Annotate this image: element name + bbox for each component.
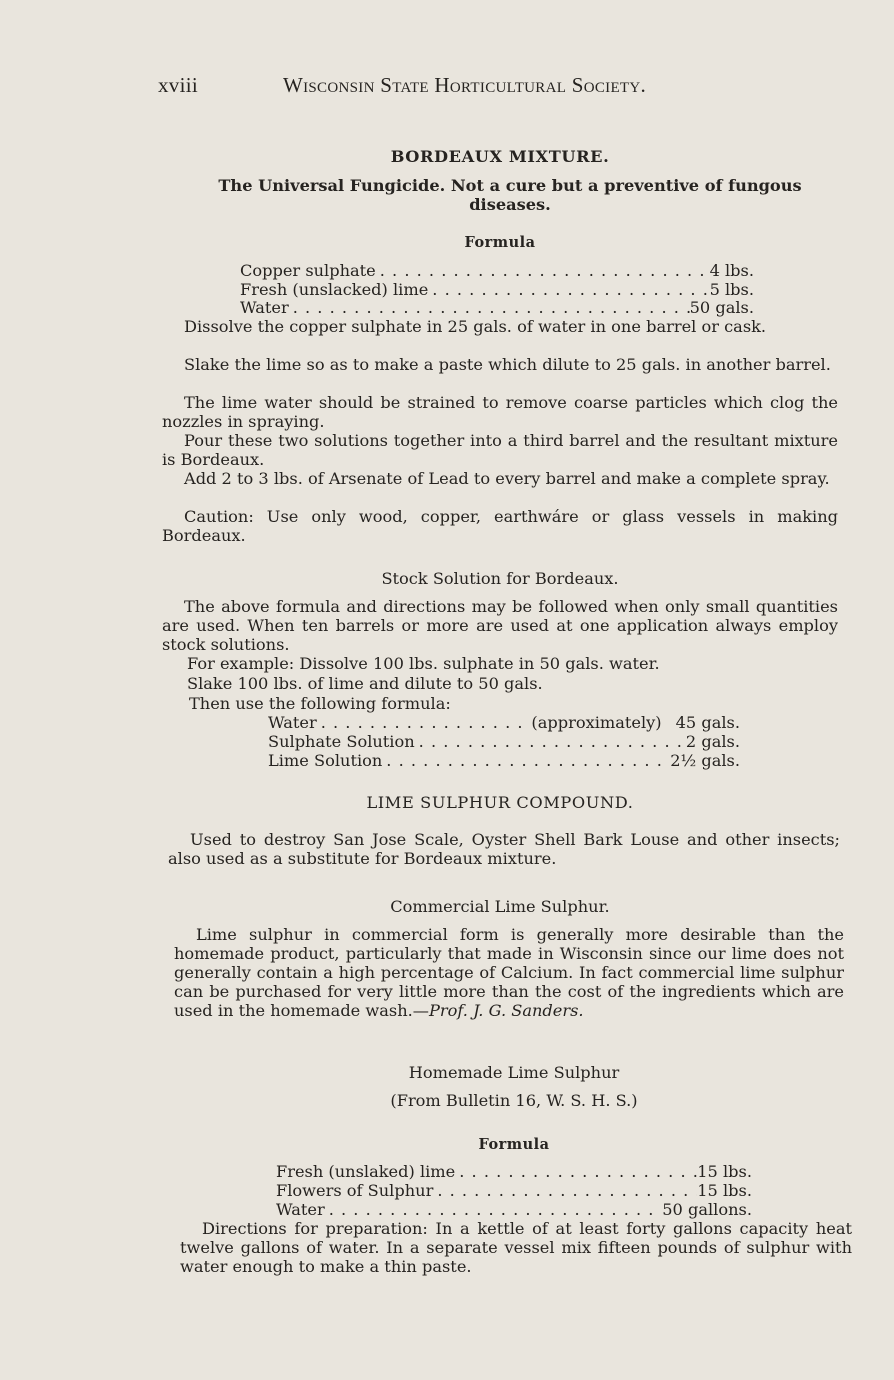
- formula-amount: 50 gallons.: [662, 1200, 752, 1219]
- homemade-formula-row: [276, 1200, 752, 1219]
- stock-paragraph: The above formula and directions may be followed when only small quantities are used. When ten barrels or more are used at one application always employ stock solutions.: [162, 597, 838, 654]
- formula-item: Water: [276, 1200, 325, 1219]
- formula-amount: 50 gals.: [689, 298, 754, 317]
- homemade-source: (From Bulletin 16, W. S. H. S.): [390, 1091, 638, 1110]
- formula-item: Fresh (unslacked) lime: [240, 280, 429, 299]
- formula-amount: 45 gals.: [675, 713, 740, 732]
- bordeaux-direction: Dissolve the copper sulphate in 25 gals. of water in one barrel or cask.: [184, 317, 767, 336]
- bordeaux-direction: Pour these two solutions together into a third barrel and the resultant mixture is Bordeaux.: [162, 431, 838, 469]
- lime-sulphur-title: LIME SULPHUR COMPOUND.: [366, 793, 634, 812]
- formula-item: Fresh (unslaked) lime: [276, 1162, 456, 1181]
- commercial-title: Commercial Lime Sulphur.: [390, 897, 610, 916]
- stock-title: Stock Solution for Bordeaux.: [381, 569, 619, 588]
- leader-dots: [415, 732, 686, 751]
- formula-row: [240, 280, 754, 299]
- commercial-text: Lime sulphur in commercial form is generally more desirable than the homemade product, particularly that made in Wisconsin since our lime does not generally contain a high percentage of Calcium. In fact commercial lime sulphur can be purchased for very little more than the cost of the ingredients which are used in the homemade wash.—: [174, 925, 844, 1020]
- commercial-paragraph: [174, 925, 844, 1020]
- formula-item: Copper sulphate: [240, 261, 376, 280]
- formula-row: [240, 261, 754, 280]
- page-number: xviii: [158, 73, 199, 97]
- formula-amount: 4 lbs.: [709, 261, 754, 280]
- formula-item: Lime Solution: [268, 751, 383, 770]
- leader-dots: [382, 751, 670, 770]
- homemade-formula-row: [276, 1162, 752, 1181]
- stock-line: Then use the following formula:: [189, 694, 451, 713]
- formula-amount: 2½ gals.: [670, 751, 740, 770]
- bordeaux-caution: Caution: Use only wood, copper, earthwáre or glass vessels in making Bordeaux.: [162, 507, 838, 545]
- homemade-directions: Directions for preparation: In a kettle of at least forty gallons capacity heat twelve gallons of water. In a separate vessel mix fifteen pounds of sulphur with water enough to make a thin paste.: [180, 1219, 852, 1276]
- formula-item: Sulphate Solution: [268, 732, 415, 751]
- formula-note: (approximately): [531, 713, 662, 732]
- leader-dots: [317, 713, 532, 732]
- formula-amount: 15 lbs.: [697, 1181, 752, 1200]
- formula-amount: 2 gals.: [685, 732, 740, 751]
- stock-line: For example: Dissolve 100 lbs. sulphate in 50 gals. water.: [187, 654, 660, 673]
- commercial-author: Prof. J. G. Sanders.: [429, 1001, 584, 1020]
- homemade-title: Homemade Lime Sulphur: [408, 1063, 620, 1082]
- leader-dots: [325, 1200, 663, 1219]
- formula-item: Water: [268, 713, 317, 732]
- stock-line: Slake 100 lbs. of lime and dilute to 50 gals.: [187, 674, 543, 693]
- bordeaux-formula-heading: Formula: [464, 234, 536, 251]
- stock-formula-row: [268, 751, 740, 770]
- bordeaux-title: BORDEAUX MIXTURE.: [390, 147, 610, 166]
- bordeaux-subtitle: The Universal Fungicide. Not a cure but a preventive of fungous diseases.: [218, 176, 802, 214]
- formula-item: Water: [240, 298, 289, 317]
- formula-amount: 15 lbs.: [697, 1162, 752, 1181]
- leader-dots: [376, 261, 710, 280]
- leader-dots: [428, 280, 709, 299]
- formula-row: [240, 298, 754, 317]
- lime-sulphur-paragraph: Used to destroy San Jose Scale, Oyster Shell Bark Louse and other insects; also used as a substitute for Bordeaux mixture.: [168, 830, 840, 868]
- leader-dots: [433, 1181, 697, 1200]
- formula-amount: 5 lbs.: [709, 280, 754, 299]
- bordeaux-direction: Slake the lime so as to make a paste which dilute to 25 gals. in another barrel.: [184, 355, 831, 374]
- leader-dots: [289, 298, 690, 317]
- stock-formula-row: [268, 732, 740, 751]
- homemade-formula-row: [276, 1181, 752, 1200]
- leader-dots: [455, 1162, 697, 1181]
- bordeaux-direction: The lime water should be strained to remove coarse particles which clog the nozzles in spraying.: [162, 393, 838, 431]
- stock-formula-row: [268, 713, 740, 732]
- homemade-formula-heading: Formula: [478, 1136, 550, 1153]
- running-title: Wisconsin State Horticultural Society.: [283, 73, 647, 97]
- formula-item: Flowers of Sulphur: [276, 1181, 434, 1200]
- bordeaux-direction: Add 2 to 3 lbs. of Arsenate of Lead to every barrel and make a complete spray.: [184, 469, 830, 488]
